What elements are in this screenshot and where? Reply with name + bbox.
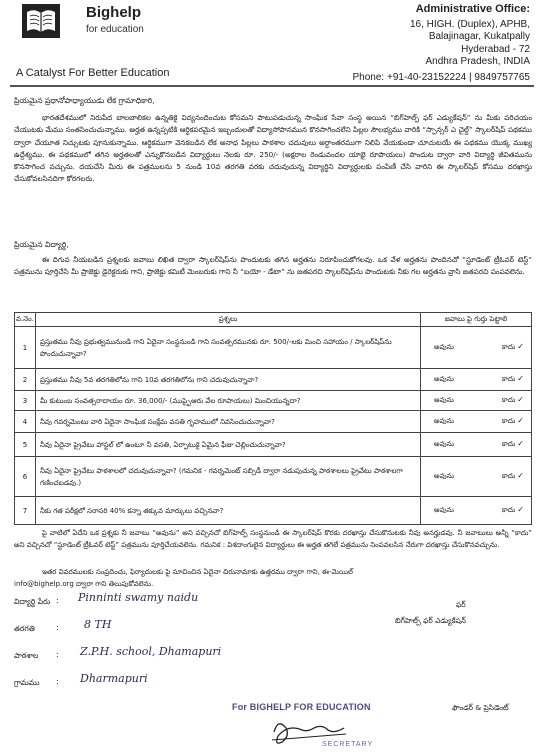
book-logo-icon bbox=[22, 4, 60, 38]
office-line: Hyderabad - 72 bbox=[461, 43, 530, 55]
table-row bbox=[15, 457, 532, 497]
yes-option[interactable]: అవును bbox=[434, 342, 454, 351]
checkmark-icon: ✓ bbox=[517, 342, 524, 351]
question-number: 4 bbox=[15, 411, 36, 433]
eligibility-note: పై వాటిలో ఏదేని ఒక ప్రశ్నకు నీ జవాబు “అవును” అని వచ్చినచో బిగ్‌హెల్ప్ సంస్థనుండి ఈ స్కాలర్‌షిప్ కొరకు దరఖాస్తు చేసుకొనుటకు నీవు అనర్హుడవు. నీ జవాబులు అన్నీ “కాదు” అని వచ్చినచో “స్టూడెంట్ ట్రీఓవర్ టెస్ట్” పత్రమును పూర్తిచేయవలెను. గమనిక : విశదాంగులైన విద్యార్థులు ఈ అర్హత తగిలే పత్రమును నింపవలసిన నేరుగా దరఖాస్తు చేసుకొనవచ్చును. bbox=[14, 529, 532, 549]
header-answer: జవాబు పై గుర్తు పెట్టాలి bbox=[421, 313, 532, 327]
office-line: Balajinagar, Kukatpally bbox=[428, 31, 530, 42]
school-label: పాఠశాల bbox=[14, 651, 39, 660]
no-option[interactable]: కాదు ✓ bbox=[501, 342, 524, 351]
student-greeting: ప్రియమైన విద్యార్థి, bbox=[14, 240, 69, 249]
brand-subtitle: for education bbox=[86, 24, 144, 35]
student-name-value[interactable]: Pinninti swamy naidu bbox=[78, 591, 199, 604]
yes-option[interactable]: అవును bbox=[434, 395, 454, 404]
table-row bbox=[15, 327, 532, 369]
question-number: 1 bbox=[15, 327, 36, 369]
header-question: ప్రశ్నలు bbox=[36, 313, 421, 327]
question-text: నీకు గత పరీక్షలో సరాసరి 40% కన్నా తక్కువ మార్కులు వచ్చినవా? bbox=[36, 497, 421, 525]
no-option[interactable]: కాదు ✓ bbox=[501, 416, 524, 425]
contact-paragraph: ఇతర వివరములకు సంప్రదించు, ఫిర్యాదులకు పై సూచించిన ఏదైనా చిరునామాకు ఉత్తరము ద్వారా గాని, ఈ-మెయిల్ bbox=[42, 568, 353, 576]
field-colon: : bbox=[56, 596, 59, 605]
letterhead-divider bbox=[10, 85, 534, 87]
contact-email-line: info@bighelp.org ద్వారా గాని తెలుపుకోవలెను. bbox=[14, 580, 154, 588]
office-title: Administrative Office: bbox=[415, 3, 530, 15]
intro-paragraph: భారతదేశములో నిరుపేద బాలబాలికల ఉన్నతికై విద్యనందించుట కోసమని పాటుపడుచున్న సాంఘిక సేవా సంస్థ అయిన “బిగ్‌హెల్ప్ ఫర్ ఎడ్యుకేషన్” ను మీకు పరిచయం చేయుటకు మేము సంతసించుచున్నాము. అర్హత ఉన్నప్పటికి ఆర్థికపరమైన ఇబ్బందులతో విద్యాసోపానమున కొనసాగించలేని పిల్లల సౌలభ్యము వారికి “స్పాన్సర్ ఎ చైల్డ్” స్కాలర్‌షిప్ పథకము ద్వారా చేయూత నిచ్చుటకు పూనుకున్నాము. ఆర్థికముగా వెనకబడిన లేక అనాధ పిల్లలు పాఠశాల చదువులు అర్థాంతరముగా నిలిపి వేయకుండా చూచుటయే ఈ పథకము యొక్క ముఖ్య ఉద్దేశ్యము. ఈ పథకములో తగిన అర్హతలతో ఎన్నుకొనబడిన విద్యార్థులు నెలకు రూ. 250/- (అక్షరాల రెండువందల యాభై రూపాయలు) పొందుట ద్వారా వారి విద్యార్థి జీవితమును కొనసాగించ వచ్చును. దయచేసి మీరు ఈ పత్రములను 5 నుండి 10వ తరగతి వరకు చదువుచున్న విద్యార్థిని విద్యార్థులకు పంపిణీ చేసి వారిని ఈ స్కాలర్‌షిప్ కోసము దరఖాస్తు చేసుకోవలసినదిగా కోరగలరు. bbox=[14, 113, 532, 184]
office-address bbox=[340, 3, 530, 84]
table-row bbox=[15, 497, 532, 525]
question-text: మీ కుటుంబ సంవత్సరాదాయం రూ. 36,000/- (ముప్ఫైఆరు వేల రూపాయలు) మించియున్నదా? bbox=[36, 391, 421, 411]
checkmark-icon: ✓ bbox=[517, 395, 524, 404]
table-row bbox=[15, 391, 532, 411]
question-text: ప్రస్తుతము నీవు ప్రభుత్వమునుండి గాని ఏదైనా సంస్థనుండి గాని సంవత్సరమునకు రూ. 500/-లకు మించి సహాయం / స్కాలర్‌షిప్‌ను పొందుచున్నావా? bbox=[36, 327, 421, 369]
yes-option[interactable]: అవును bbox=[434, 439, 454, 448]
brand-name: Bighelp bbox=[86, 4, 141, 21]
question-number: 2 bbox=[15, 369, 36, 391]
checkmark-icon: ✓ bbox=[517, 505, 524, 514]
checkmark-icon: ✓ bbox=[517, 374, 524, 383]
office-phone: Phone: +91-40-23152224 | 9849757765 bbox=[352, 71, 530, 83]
instructions-paragraph: ఈ దిగువ నీయబడిన ప్రశ్నలకు జవాబు లిఖిత ద్వారా స్కాలర్‌షిప్‌ను పొందుటకు తగిన అర్హతను నిరూపించుకోగలవు. ఒక వేళ అర్హతను పొందినచో “స్టూడెంట్ ట్రీఓవర్ టెస్ట్” పత్రమును పూర్తిచేసి మీ ప్రాజెక్టు డైరెక్టరుకు గాని, ప్రాజెక్టు కమిటీ మెంబరుకు గాని నీ “బయో - డేటా” ను జతపరచి స్కాలర్‌షిప్‌ను పొందుటకు నీకు గల అర్హతను వ్రాసి జతపరచి పంపవలెను. bbox=[14, 255, 532, 277]
field-colon: : bbox=[56, 623, 59, 632]
checkmark-icon: ✓ bbox=[517, 416, 524, 425]
answer-cell bbox=[421, 391, 532, 411]
yes-option[interactable]: అవును bbox=[434, 505, 454, 514]
village-value[interactable]: Dharmapuri bbox=[80, 672, 148, 685]
eligibility-table bbox=[14, 312, 532, 525]
question-number: 3 bbox=[15, 391, 36, 411]
table-row bbox=[15, 369, 532, 391]
organization-label: బిగ్‌హెల్ప్ ఫర్ ఎడ్యుకేషన్ bbox=[395, 616, 466, 625]
checkmark-icon: ✓ bbox=[517, 439, 524, 448]
yes-option[interactable]: అవును bbox=[434, 471, 454, 480]
table-row bbox=[15, 411, 532, 433]
office-line: Andhra Pradesh, INDIA bbox=[425, 56, 530, 67]
salutation: ప్రియమైన ప్రధానోపాధ్యాయుడు లేక గ్రామాధికారి, bbox=[14, 96, 155, 105]
answer-cell bbox=[421, 411, 532, 433]
village-label: గ్రామము bbox=[14, 678, 40, 687]
founder-president-label: ఫౌండర్ & ప్రెసిడెంట్ bbox=[452, 703, 509, 712]
class-value[interactable]: 8 TH bbox=[84, 618, 112, 631]
student-name-label: విద్యార్థి పేరు bbox=[14, 597, 51, 606]
tagline: A Catalyst For Better Education bbox=[16, 67, 170, 79]
no-option[interactable]: కాదు ✓ bbox=[501, 471, 524, 480]
question-number: 7 bbox=[15, 497, 36, 525]
question-text: ప్రస్తుతము నీవు 5వ తరగతిలోను గాని 10వ తరగతిలోను గాని చదువుచున్నావా? bbox=[36, 369, 421, 391]
no-option[interactable]: కాదు ✓ bbox=[501, 395, 524, 404]
table-row bbox=[15, 433, 532, 457]
question-text: నీవు ఏదైనా ప్రైవేటు పాఠశాలలో చదువుచున్నావా? (గమనిక - గవర్నమెంట్ సబ్సిడీ ద్వారా నడుపుచున్న పాఠశాలలు ప్రైవేటు పాఠశాలగా గణించబడవు.) bbox=[36, 457, 421, 497]
question-number: 6 bbox=[15, 457, 36, 497]
field-colon: : bbox=[56, 677, 59, 686]
answer-cell bbox=[421, 369, 532, 391]
secretary-stamp: SECRETARY bbox=[322, 741, 374, 748]
office-line: 16, HIGH. (Duplex), APHB, bbox=[409, 18, 530, 30]
yes-option[interactable]: అవును bbox=[434, 416, 454, 425]
table-header-row bbox=[15, 313, 532, 327]
question-number: 5 bbox=[15, 433, 36, 457]
class-label: తరగతి bbox=[14, 624, 35, 633]
answer-cell bbox=[421, 497, 532, 525]
school-value[interactable]: Z.P.H. school, Dhamapuri bbox=[80, 645, 222, 658]
field-colon: : bbox=[56, 650, 59, 659]
header-number: వ.నెం. bbox=[15, 313, 36, 327]
yes-option[interactable]: అవును bbox=[434, 374, 454, 383]
no-option[interactable]: కాదు ✓ bbox=[501, 505, 524, 514]
no-option[interactable]: కాదు ✓ bbox=[501, 374, 524, 383]
answer-cell bbox=[421, 457, 532, 497]
organization-stamp: For BIGHELP FOR EDUCATION bbox=[232, 702, 371, 712]
question-text: నీవు ఏదైనా ప్రైవేటు హాస్టల్ లో ఉంటూ నీ వసతి, ఏర్పాటుకై ఏమైన ఫీజు చెల్లించుచున్నావా? bbox=[36, 433, 421, 457]
answer-cell bbox=[421, 327, 532, 369]
question-text: నీవు గవర్నమెంటు వారి ఏదైనా సాంఘిక సంక్షేమ వసతి గృహములో నివసించుచున్నావా? bbox=[36, 411, 421, 433]
checkmark-icon: ✓ bbox=[517, 471, 524, 480]
for-label: ఫర్ bbox=[456, 600, 466, 609]
answer-cell bbox=[421, 433, 532, 457]
no-option[interactable]: కాదు ✓ bbox=[501, 439, 524, 448]
